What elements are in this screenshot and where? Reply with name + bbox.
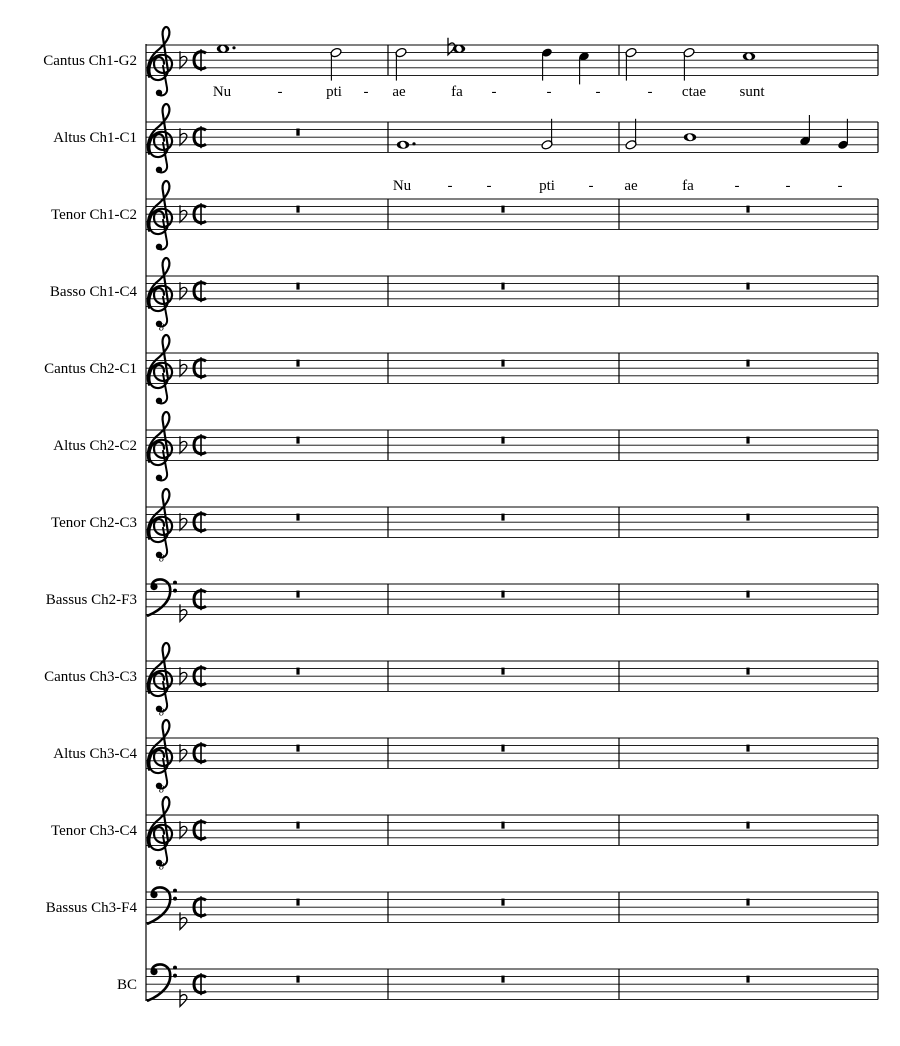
staff bbox=[117, 964, 878, 1006]
staff bbox=[46, 887, 878, 929]
breve-rest bbox=[746, 899, 749, 906]
octave-8-mark: 8 bbox=[159, 322, 164, 334]
breve-rest bbox=[746, 437, 749, 444]
breve-rest bbox=[501, 206, 504, 213]
breve-rest bbox=[296, 899, 299, 906]
breve-rest bbox=[746, 514, 749, 521]
octave-8-mark: 8 bbox=[159, 784, 164, 796]
staff-name: Tenor Ch1-C2 bbox=[50, 207, 137, 224]
breve-rest bbox=[746, 360, 749, 367]
lyric-syllable: - bbox=[785, 178, 791, 194]
whole-note bbox=[453, 45, 465, 53]
lyric-syllable: - bbox=[363, 84, 369, 100]
lyric-syllable: ae bbox=[392, 84, 406, 100]
lyric-syllable: - bbox=[595, 84, 601, 100]
bass-clef-icon bbox=[148, 887, 177, 923]
staff-name: Altus Ch2-C2 bbox=[53, 438, 137, 455]
lyric-syllable: - bbox=[491, 84, 497, 100]
staff bbox=[44, 643, 878, 718]
whole-note bbox=[743, 52, 755, 60]
breve-rest bbox=[296, 283, 299, 290]
staff bbox=[53, 412, 878, 481]
staff bbox=[50, 258, 878, 333]
whole-note bbox=[397, 141, 409, 149]
breve-rest bbox=[296, 360, 299, 367]
octave-8-mark: 8 bbox=[159, 861, 164, 873]
lyric-syllable: - bbox=[734, 178, 740, 194]
dot bbox=[412, 142, 415, 145]
breve-rest bbox=[746, 206, 749, 213]
lyric-syllable: - bbox=[837, 178, 843, 194]
staff-name: Tenor Ch2-C3 bbox=[50, 515, 137, 532]
staff-name: Cantus Ch1-G2 bbox=[43, 53, 137, 70]
dot bbox=[232, 46, 235, 49]
breve-rest bbox=[501, 360, 504, 367]
octave-8-mark: 8 bbox=[159, 553, 164, 565]
breve-rest bbox=[746, 745, 749, 752]
lyric-syllable: - bbox=[588, 178, 594, 194]
staff bbox=[51, 489, 878, 564]
breve-rest bbox=[746, 591, 749, 598]
treble-clef-icon bbox=[148, 720, 172, 789]
breve-rest bbox=[296, 976, 299, 983]
staff bbox=[44, 335, 878, 404]
breve-rest bbox=[501, 745, 504, 752]
lyric-syllable: ctae bbox=[681, 84, 707, 100]
flat-icon bbox=[180, 513, 187, 530]
staff bbox=[53, 104, 878, 173]
lyric-syllable: - bbox=[447, 178, 453, 194]
treble-clef-icon bbox=[148, 104, 172, 173]
flat-icon bbox=[180, 667, 187, 684]
lyric-syllable: Nu bbox=[392, 178, 412, 194]
flat-icon bbox=[180, 51, 187, 68]
breve-rest bbox=[296, 129, 299, 136]
lyric-syllable: pti bbox=[326, 84, 342, 100]
breve-rest bbox=[296, 822, 299, 829]
breve-rest bbox=[501, 437, 504, 444]
staff-name: Tenor Ch3-C4 bbox=[50, 823, 137, 840]
staff-name: Bassus Ch3-F4 bbox=[45, 900, 137, 917]
bass-clef-icon bbox=[148, 964, 177, 1000]
treble-clef-icon bbox=[148, 797, 172, 866]
lyric-syllable: - bbox=[647, 84, 653, 100]
whole-note bbox=[217, 45, 229, 53]
treble-clef-icon bbox=[148, 489, 172, 558]
staff-name: Altus Ch3-C4 bbox=[53, 746, 137, 763]
staff-name: Bassus Ch2-F3 bbox=[45, 592, 137, 609]
breve-rest bbox=[296, 591, 299, 598]
breve-rest bbox=[296, 745, 299, 752]
breve-rest bbox=[296, 206, 299, 213]
treble-clef-icon bbox=[148, 181, 172, 250]
bass-clef-icon bbox=[148, 579, 177, 615]
breve-rest bbox=[501, 668, 504, 675]
staff-name: Cantus Ch2-C1 bbox=[44, 361, 137, 378]
staff bbox=[53, 720, 878, 795]
flat-icon bbox=[180, 282, 187, 299]
lyric-syllable: fa bbox=[451, 84, 463, 100]
staff bbox=[46, 579, 878, 621]
treble-clef-icon bbox=[148, 27, 172, 96]
breve-rest bbox=[746, 822, 749, 829]
breve-rest bbox=[501, 822, 504, 829]
flat-icon bbox=[180, 744, 187, 761]
whole-note bbox=[684, 133, 696, 141]
lyric-syllable: ae bbox=[624, 178, 638, 194]
breve-rest bbox=[296, 437, 299, 444]
breve-rest bbox=[501, 591, 504, 598]
lyric-syllable: fa bbox=[682, 178, 694, 194]
lyric-syllable: - bbox=[277, 84, 283, 100]
breve-rest bbox=[746, 283, 749, 290]
treble-clef-icon bbox=[148, 258, 172, 327]
treble-clef-icon bbox=[148, 643, 172, 712]
flat-icon bbox=[180, 205, 187, 222]
octave-8-mark: 8 bbox=[159, 707, 164, 719]
breve-rest bbox=[746, 976, 749, 983]
treble-clef-icon bbox=[148, 412, 172, 481]
staff-name: Basso Ch1-C4 bbox=[49, 284, 137, 301]
lyric-syllable: pti bbox=[539, 178, 555, 194]
breve-rest bbox=[501, 976, 504, 983]
staff bbox=[51, 181, 878, 250]
breve-rest bbox=[501, 283, 504, 290]
staff-name: Cantus Ch3-C3 bbox=[44, 669, 137, 686]
treble-clef-icon bbox=[148, 335, 172, 404]
breve-rest bbox=[296, 668, 299, 675]
breve-rest bbox=[501, 899, 504, 906]
lyric-syllable: - bbox=[486, 178, 492, 194]
lyric-syllable: sunt bbox=[739, 84, 765, 100]
flat-icon bbox=[180, 359, 187, 376]
staff-name: Altus Ch1-C1 bbox=[53, 130, 137, 147]
breve-rest bbox=[501, 514, 504, 521]
flat-icon bbox=[180, 436, 187, 453]
staff bbox=[51, 797, 878, 872]
staff-name: BC bbox=[116, 977, 137, 994]
breve-rest bbox=[746, 668, 749, 675]
lyric-syllable: - bbox=[546, 84, 552, 100]
flat-icon bbox=[180, 821, 187, 838]
breve-rest bbox=[296, 514, 299, 521]
flat-icon bbox=[180, 128, 187, 145]
lyric-syllable: Nu bbox=[212, 84, 232, 100]
